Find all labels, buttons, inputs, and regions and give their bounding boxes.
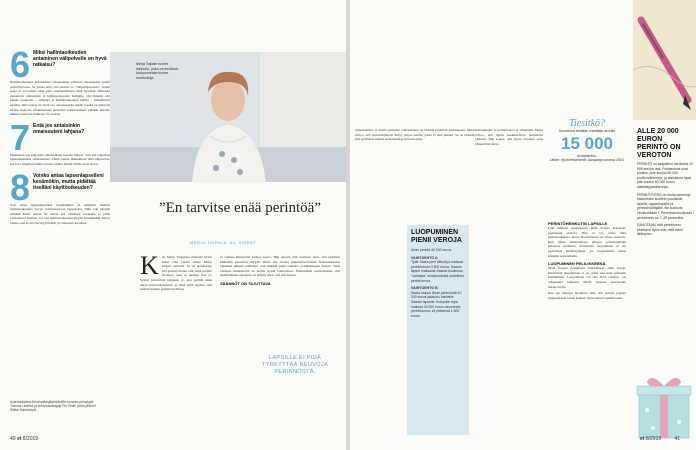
sidebar-title: LUOPUMINEN PIENII VEROJA — [411, 229, 462, 244]
fact-box-title: Tiesitkö? — [568, 118, 606, 129]
question-number: 8 — [10, 166, 31, 208]
question-heading: Entä jos antaisinkin omaisuuteni lahjana? — [33, 122, 85, 135]
question-number: 6 — [10, 44, 31, 85]
section-body-lapsille: Lain mukaan kuolinpesän pitää luopua kokonaan perinnöstä ehdotta. Hän ei voi valita mitä perintöosuuksia, mutta luopumisesta on oltava esteetön. Kun ilman jakautumisen jälkeen perinnönjättäjä palauttaa perinnön. Perinnöstä luopuminen ei ole perinnöstä kieltäytymistä, jos luopumiselle sanaa kaikkiin perinnöksiin. — [548, 226, 626, 258]
pen-illustration — [633, 0, 696, 120]
body-column-2 — [220, 255, 340, 286]
alternative-b-body: Saara luopuu Arian perinnöstä 40 000 euroa jakautuu kahdelle Saaran lapselle. Kumpikin lapsi maksaa 30 000 euron osuudesta perintöveroa, eli yhteensä 1 600 euroa. — [411, 290, 462, 318]
footnote: Asiantuntijoina tienvimattanjärjestävälle kurssien perustajat Tuomas Lindfors ja erikoisasianajaja Pia Teide, jonka jälkeen Riikka Salmenkylä. — [10, 400, 96, 412]
gift-box-icon — [633, 370, 696, 440]
page-number: 41 — [674, 436, 681, 442]
page-footer-left — [10, 436, 38, 442]
pull-quote: LAPSILLE EI PIDÄ TYRKYTTÄÄ NEUVOJA PERINNÖSTÄ. — [261, 355, 329, 375]
question-7 — [10, 116, 110, 167]
gift-illustration — [633, 370, 696, 440]
page-footer-right — [640, 436, 680, 442]
body-column-1 — [140, 251, 212, 292]
body-text: kohtuullisina ja perintöveroa ei vältyttäisi. Merja toivoo, että lapset keskustelevat perinnöstä yhdessä. Hän kokee, että hyvin hoidetut asiat vähentävät riitoja. — [475, 128, 543, 146]
fact-box — [548, 118, 626, 163]
fact-box-source: Lähde: Hyvä testamentti -kampanja vuonna 2016. — [549, 158, 625, 163]
right-page — [350, 0, 696, 450]
section-body-pelikikkena: Moni luopuu perinnöstä välttääkseen omia veloja. Perinnöstä luopuminen ei ole sama asia kuin perinnön kieltäminen. Luopuminen voi olla hyvä ratkaisu, jos omaisuutta halutaan siirtää suoraan seuraavalle sukupolvelle. — [548, 266, 626, 289]
tax-info-column — [633, 0, 696, 450]
alternative-a-heading: VAIHTOEHTO A — [411, 255, 438, 260]
question-body: Hallintaoikeuden kirjaaminen omaisuuteen välisessä omaisuuden saajan perintöverossa. Se johtaa siitä, että perintö vs "väliperhperustus", koska saaja ei voi tehdä omin päin omaisuudelleen mitä hyvänsä. Oikeudet jakautuvat omistajalle ja hallintaoikeuden haltijalle. On tärkeää, että kaikki osapuolet – omistaja ja hallintaoikeuden haltija – ymmärtävät ennalta, mitä saavat tai eivät saa omaisuudella tehdä. Useita on järkevää kirjata muuvele muunnattuun perintöön hallintaoikeus jollekin muulle, kunnes nuori on vaikkapa 25-vuotias. — [10, 80, 110, 117]
tax-example-sidebar — [407, 225, 469, 435]
deco-note: Kun nyt haluaisi huolehtia siitä, että perintö jaetaan tasapuolisesti lasten kesken, myös silloin lapsille tasan. — [548, 291, 626, 300]
body-column-r3 — [548, 218, 626, 300]
article-headline: ”En tarvitse enää perintöä” — [159, 200, 321, 216]
tax-heading: ALLE 20 000 EURON PERINTÖ ON VEROTON — [637, 128, 681, 159]
page-number: 40 — [10, 436, 16, 442]
body-column-r1 — [355, 128, 475, 142]
fact-box-number: 15 000 — [561, 133, 613, 153]
tax-body — [637, 162, 695, 237]
alternative-b-heading: VAIHTOEHTO B — [411, 286, 438, 291]
question-body: Voit antaa lapsenlapsellesi kesämökkisi ja säilyttää itselläsi hallintaoikeuden forryn voimassaoloon kappaleksi. Näin voit käyttää mökkiä kuten haluat tai laittaa sen vaikkapa vuokralle ja pitää vuokratulot itselläsi. Jos teet hallintaoikeuden myydä kesämökkiä. Oleva varma, että se tarvitse myytäväksi ja viimeinen kuolleen. — [10, 202, 110, 225]
drop-cap: K — [140, 251, 159, 280]
question-8 — [10, 166, 110, 226]
left-page — [0, 0, 346, 450]
photo-caption: Merja Taipale tuntee lakiputki, jotka perinnöissä kaupunneista tuntee muotoiltuja. — [136, 62, 178, 80]
question-number: 7 — [10, 116, 31, 158]
body-text: rinnettomista, ja itsellä perinnön omistaminen on tärkeää perinnön jakamisessa. Merja kertoo, että perinnönjakoon liittyy paljon asioita, joista ei aina puhuta. Se on tärkeää, että perillisten kanssa keskustellaan hyvissä ajoin. — [355, 128, 475, 142]
fact-box-lead: Suomessa tehdään vuosittain arviolta — [558, 129, 616, 133]
question-heading: Voinko antaa lapsenlapselleni kesämökin, mutta pidättää itselläni käyttöoikeuden? — [33, 172, 104, 191]
sidebar-intro: Arian perintö 40 000 euroa. — [411, 248, 453, 252]
subheading: SÄÄNNÖT ON TAJUTTAVA — [220, 280, 271, 286]
fountain-pen-icon — [633, 0, 696, 120]
question-body: Elinaikaan saa lahjoittaa omaisuutaan kenelle haluaa. Voit siis lahjoittaa lapsenlapsellesi omaisuuttasi. Tämä joutuu maksamaan siitä lahjaveroa, jos arvo lahjalla kolmen vuoden sisällä ylittää 4 999 euron arvon. — [10, 152, 110, 166]
tax-paragraph-3: SANOTAAN, että perintövero pidettävä hyvin sille, että toimii lähimpien. — [637, 223, 683, 237]
tax-paragraph-2: PERINTÖVERO on muita pienempi esimerkiksi kuolleen puolisolle, lapsille, lapsenlapsille ja perinnönjättäjälle. Ne kuuluvat veroluokkaan I. Perintöveroluokkaan I perintövero on 7–19 prosenttia. — [637, 192, 694, 220]
tax-paragraph-1: PERINTÖ on saajalleen verotonta 19 999 euroon asti. Poikkeuksia ovat puoliso, jolle kuuluu 90 000 puolisovähennys, ja alaikäinen lapsi, jolle kuuluu 60 000 euron alaikäisyysvähennys. — [637, 162, 693, 189]
brand-logo: et — [640, 436, 645, 442]
body-text: ta vanhaa kiinteistöä kaukaa kotoa. Hän tajuasi, että tarvitsen tuon, että nykyisin kiinteistö kannattaa myydä, mutta sen vuoksi kiinteistöverotusta. Rakennuksessa olemisen jälkeen päättänyt, että mökkiä pitää vanhalla perintökaupan kanssa. Siksi vanhaan kiinteistöön on kolme hyvää vaihtoehtoa. Esimerkiksi perintöasiaan, että ensimmäinen omaisuus on pidetty siten, että ensi kertaa. — [220, 255, 340, 278]
qa-column — [10, 44, 110, 232]
body-text: on Merja Taipaleen mielestä hyvin kaksi viisi vuotta sitten. Merja kaipasi perintöä. Se oli ajatuksena, että perintö menee sitä, mitä perintö tarvitsee, kun ei tarvitse itse jo. Syystä perinnöstä kirjataan jo, kun perintö tulee tietyn käyttöoikeudesta, ja tämä pitää lapsille, että perintö kuuluu perintöverollinen. — [140, 255, 212, 292]
section-heading-pelikikkena: LUOPUMINEN PELILIKKEENÄ — [548, 261, 606, 267]
byline: MERJA TAIPALE, 64, VIRRAT — [190, 240, 256, 245]
issue-number: 8/2019 — [645, 436, 662, 442]
brand-logo: et — [16, 436, 22, 442]
issue-number: 8/2019 — [22, 436, 39, 442]
fact-box-unit: testamenttia. — [577, 153, 597, 158]
alternative-a-body: Tytär Saara perii äitinsä ja maksaa perintöveroa 3 500 euroa. Saaran lapset maksavat Saaran kuollessa "samasta" omaisuudesta uudelleen perintöveroa. — [411, 260, 464, 283]
question-6 — [10, 44, 110, 117]
section-heading-lapsille: PERINTÖHEMKUTIN LAPSILLE — [548, 221, 608, 226]
question-heading: Miksi hallintaoikeuden antaminen välipolvelle on hyvä ratkaisu? — [33, 50, 107, 68]
body-column-r2 — [475, 128, 543, 146]
